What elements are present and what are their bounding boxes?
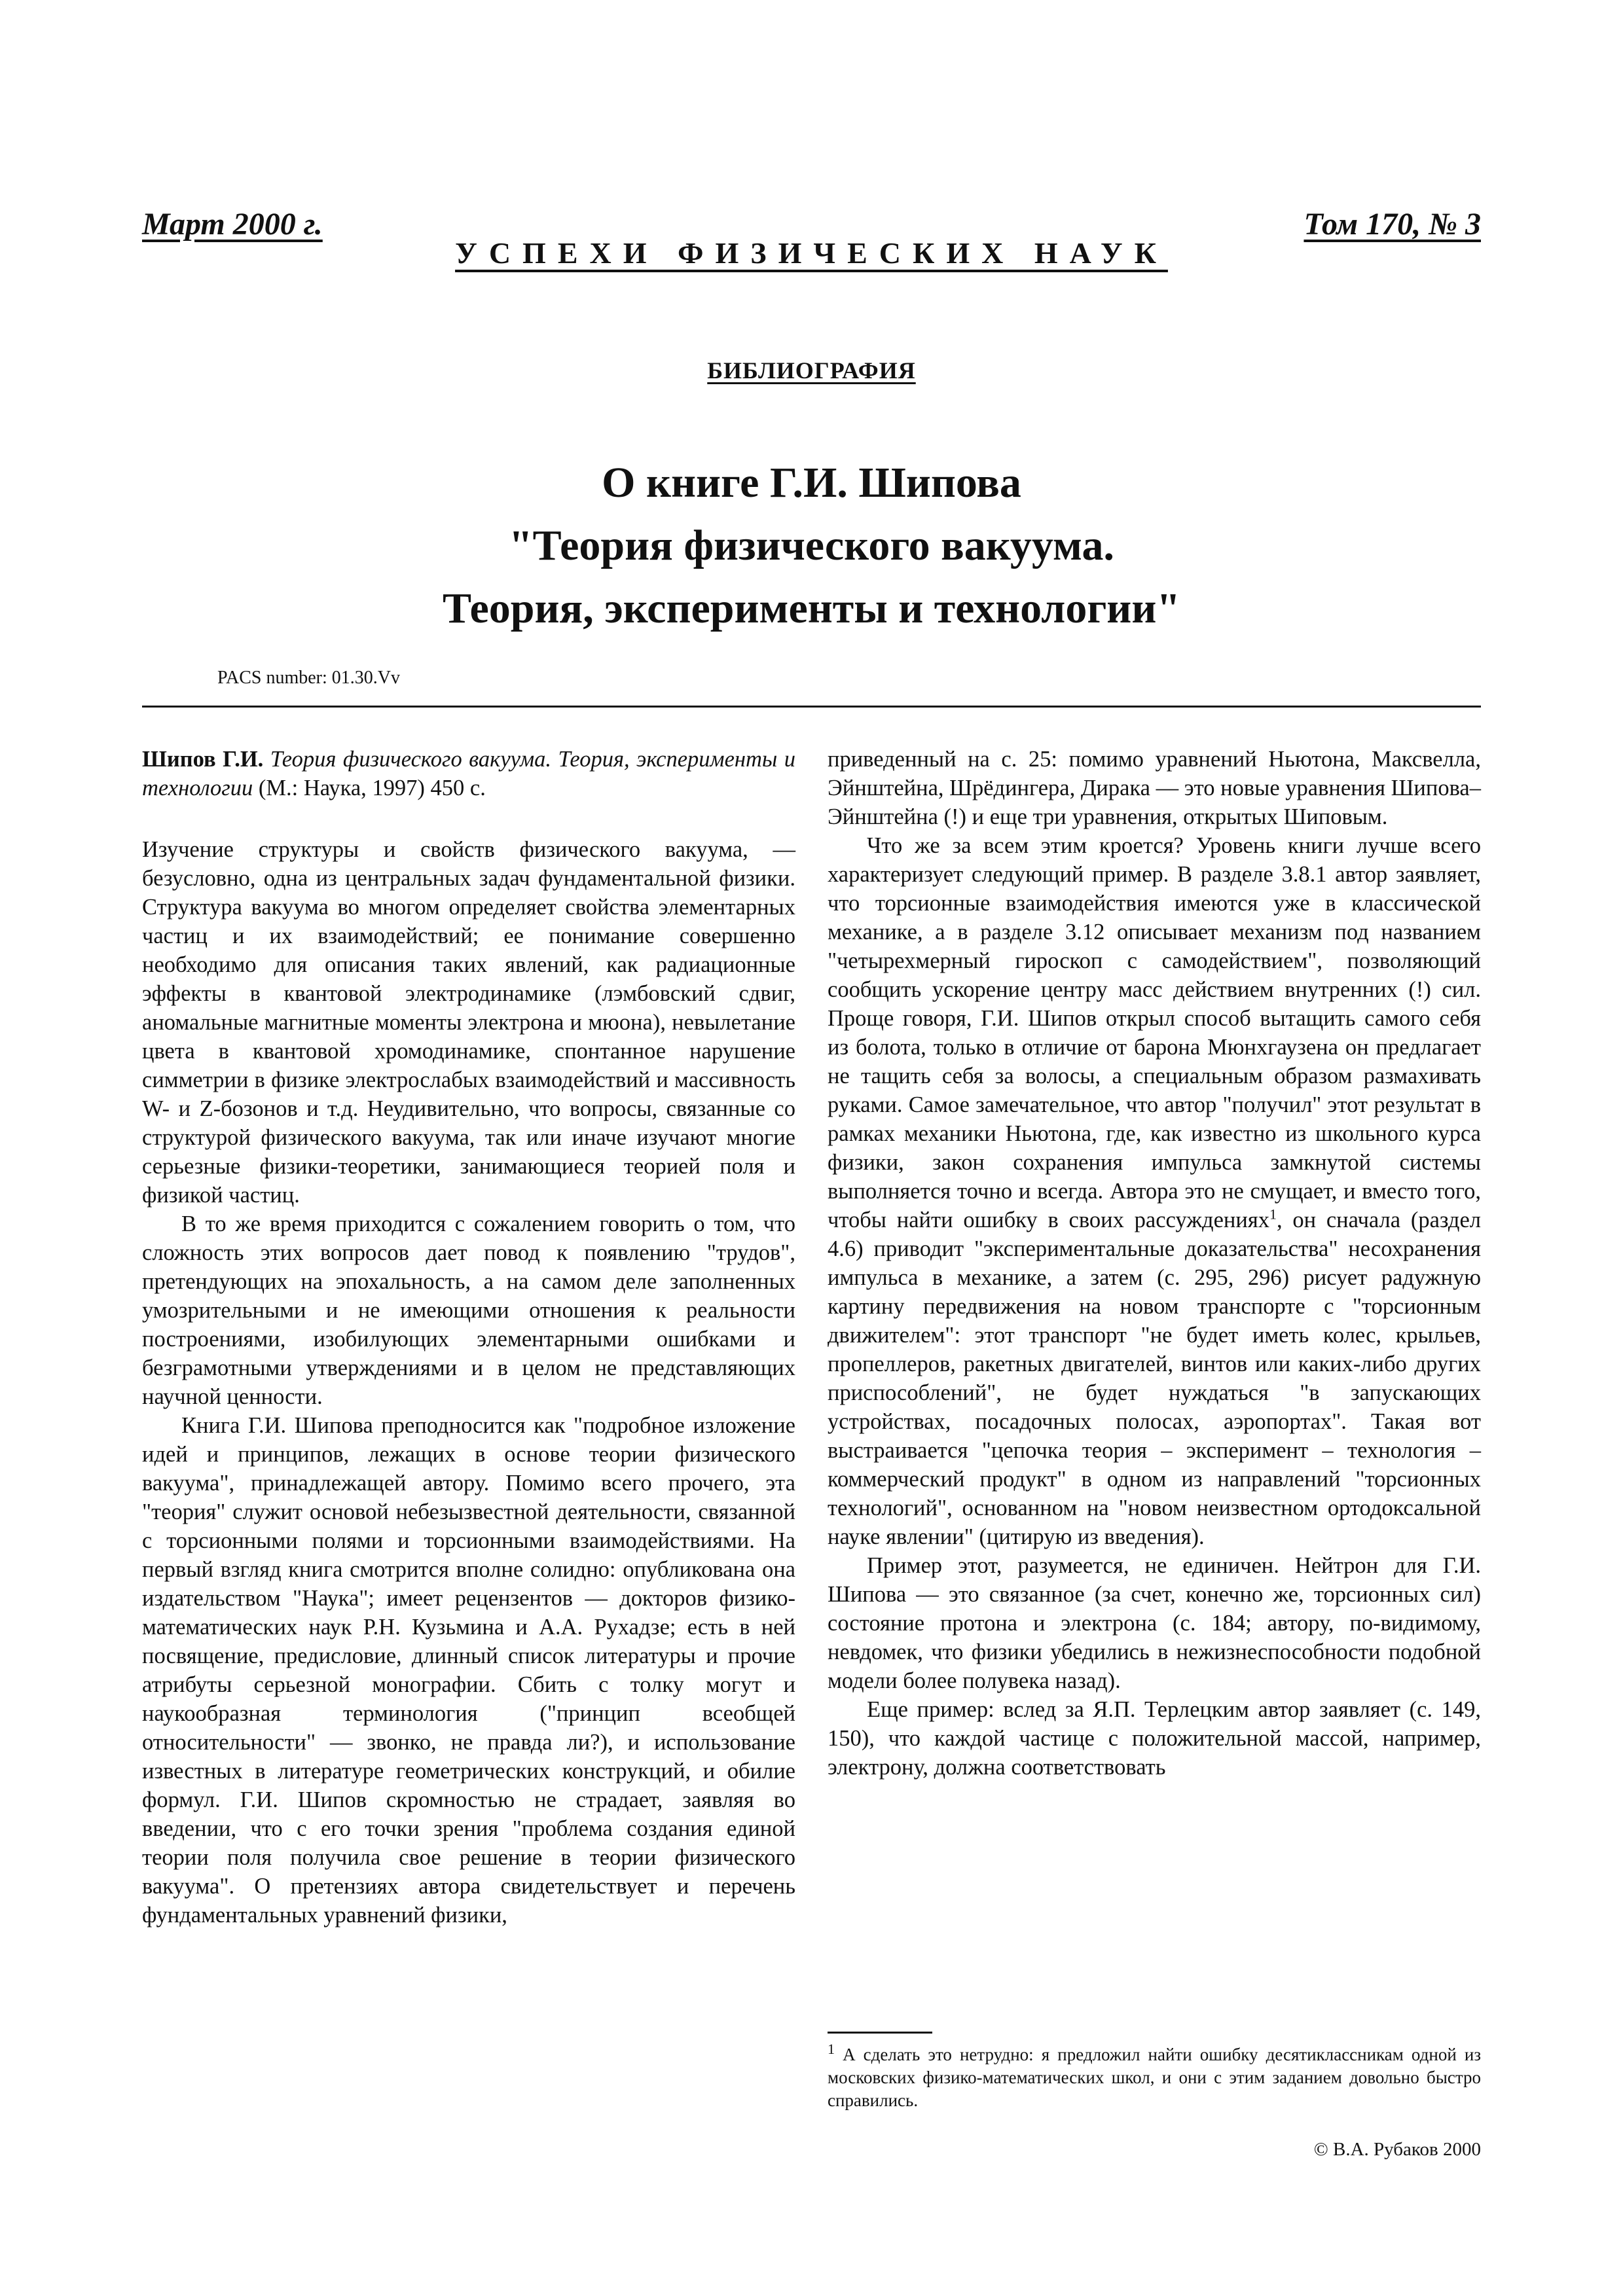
- paragraph: Еще пример: вслед за Я.П. Терлецким автор заявляет (с. 149, 150), что каждой частице с положительной массой, например, электрону, должна соответствовать: [828, 1697, 1481, 1780]
- title-line-3: Теория, эксперименты и технологии": [443, 584, 1180, 632]
- paragraph: приведенный на с. 25: помимо уравнений Ньютона, Максвелла, Эйнштейна, Шрёдингера, Дирака — это новые уравнения Шипова–Эйнштейна (!) и еще три уравнения, открытых Шиповым.: [828, 747, 1481, 829]
- footnote-divider: [828, 2032, 932, 2034]
- copyright-notice: © В.А. Рубаков 2000: [1313, 2139, 1481, 2160]
- book-reference: [142, 745, 795, 802]
- section-heading: БИБЛИОГРАФИЯ: [707, 357, 916, 384]
- article-title: [0, 452, 1623, 640]
- paragraph: Изучение структуры и свойств физического вакуума, — безусловно, одна из центральных задач фундаментальной физики. Структура вакуума во многом определяет свойства элементарных частиц и их взаимодействий; ее понимание совершенно необходимо для описания таких явлений, как радиационные эффекты в квантовой электродинамике (лэмбовский сдвиг, аномальные магнитные моменты электрона и мюона), невылетание цвета в квантовой хромодинамике, спонтанное нарушение симметрии в физике электрослабых взаимодействий и массивность W- и Z-бозонов и т.д. Неудивительно, что вопросы, связанные со структурой физического вакуума, так или иначе изучают многие серьезные физики-теоретики, занимающиеся теорией поля и физикой частиц.: [142, 837, 795, 1208]
- paragraph: В то же время приходится с сожалением говорить о том, что сложность этих вопросов дает повод к появлению "трудов", претендующих на эпохальность, а на самом деле заполненных умозрительными и не имеющими отношения к реальности построениями, изобилующих элементарными ошибками и безграмотными утверждениями и в целом не представляющих научной ценности.: [142, 1211, 795, 1409]
- volume-number: Том 170, № 3: [1304, 207, 1481, 242]
- footnote-text: А сделать это нетрудно: я предложил найти ошибку десятиклассникам одной из московских физико-математических школ, и они с этим заданием довольно быстро справились.: [828, 2045, 1481, 2110]
- paragraph-text: Что же за всем этим кроется? Уровень книги лучше всего характеризует следующий пример. В разделе 3.8.1 автор заявляет, что торсионные взаимодействия имеются уже в классической механике, а в разделе 3.12 описывает механизм под названием "четырехмерный гироскоп с самодействием", позволяющий сообщить ускорение центру масс действием внутренних (!) сил. Проще говоря, Г.И. Шипов открыл способ вытащить самого себя из болота, только в отличие от барона Мюнхгаузена он предлагает не тащить себя за волосы, а специальным образом размахивать руками. Самое замечательное, что автор "получил" этот результат в рамках механики Ньютона, где, как известно из школьного курса физики, закон сохранения импульса замкнутой системы выполняется точно и всегда. Автора это не смущает, и вместо того, чтобы найти ошибку в своих рассуждениях: [828, 833, 1481, 1232]
- footnote-marker: 1: [1269, 1206, 1277, 1223]
- left-column: [142, 745, 795, 1929]
- pacs-number: PACS number: 01.30.Vv: [217, 668, 401, 688]
- footnote-number: 1: [828, 2041, 835, 2057]
- title-line-1: О книге Г.И. Шипова: [602, 459, 1021, 507]
- journal-name: УСПЕХИ ФИЗИЧЕСКИХ НАУК: [455, 236, 1168, 270]
- reference-author: Шипов Г.И.: [142, 747, 264, 772]
- title-line-2: "Теория физического вакуума.: [508, 522, 1115, 569]
- paragraph: Пример этот, разумеется, не единичен. Нейтрон для Г.И. Шипова — это связанное (за счет, конечно же, торсионных сил) состояние протона и электрона (с. 184; автору, по-видимому, невдомек, что физики убедились в нежизнеспособности подобной модели более полувека назад).: [828, 1553, 1481, 1693]
- reference-book-title: Теория физического вакуума. Теория, эксперименты и технологии: [142, 747, 796, 800]
- paragraph-text: , он сначала (раздел 4.6) приводит "экспериментальные доказательства" несохранения импульса в механике, а затем (с. 295, 296) рисует радужную картину передвижения на новом транспорте с "торсионным движителем": этот транспорт "не будет иметь колес, крыльев, пропеллеров, ракетных двигателей, винтов или каких-либо других приспособлений", не будет нуждаться "в запускающих устройствах, посадочных полосах, аэропортах". Такая вот выстраивается "цепочка теория – эксперимент – технология – коммерческий продукт" в одном из направлений "торсионных технологий", основанном на "новом неизвестном ортодоксальной науке явлении" (цитирую из введения).: [828, 1208, 1482, 1549]
- issue-date: Март 2000 г.: [142, 207, 323, 242]
- footnote: [828, 2043, 1481, 2112]
- paragraph-with-footnote: [828, 831, 1481, 1551]
- right-column: [828, 745, 1481, 1782]
- paragraph: Книга Г.И. Шипова преподносится как "подробное изложение идей и принципов, лежащих в основе теории физического вакуума", принадлежащей автору. Помимо всего прочего, эта "теория" служит основой небезызвестной деятельности, связанной с торсионными полями и торсионными взаимодействиями. На первый взгляд книга смотрится вполне солидно: опубликована она издательством "Наука"; имеет рецензентов — докторов физико-математических наук Р.Н. Кузьмина и А.А. Рухадзе; есть в ней посвящение, предисловие, длинный список литературы и прочие атрибуты серьезной монографии. Сбить с толку могут и наукообразная терминология ("принцип всеобщей относительности" — звонко, не правда ли?), и использование известных в литературе геометрических конструкций, и обилие формул. Г.И. Шипов скромностью не страдает, заявляя во введении, что с его точки зрения "проблема создания единой теории поля получила свое решение в теории физического вакуума". О претензиях автора свидетельствует и перечень фундаментальных уравнений физики,: [142, 1413, 795, 1928]
- header-divider: [142, 706, 1481, 708]
- reference-imprint: (М.: Наука, 1997) 450 с.: [258, 776, 486, 800]
